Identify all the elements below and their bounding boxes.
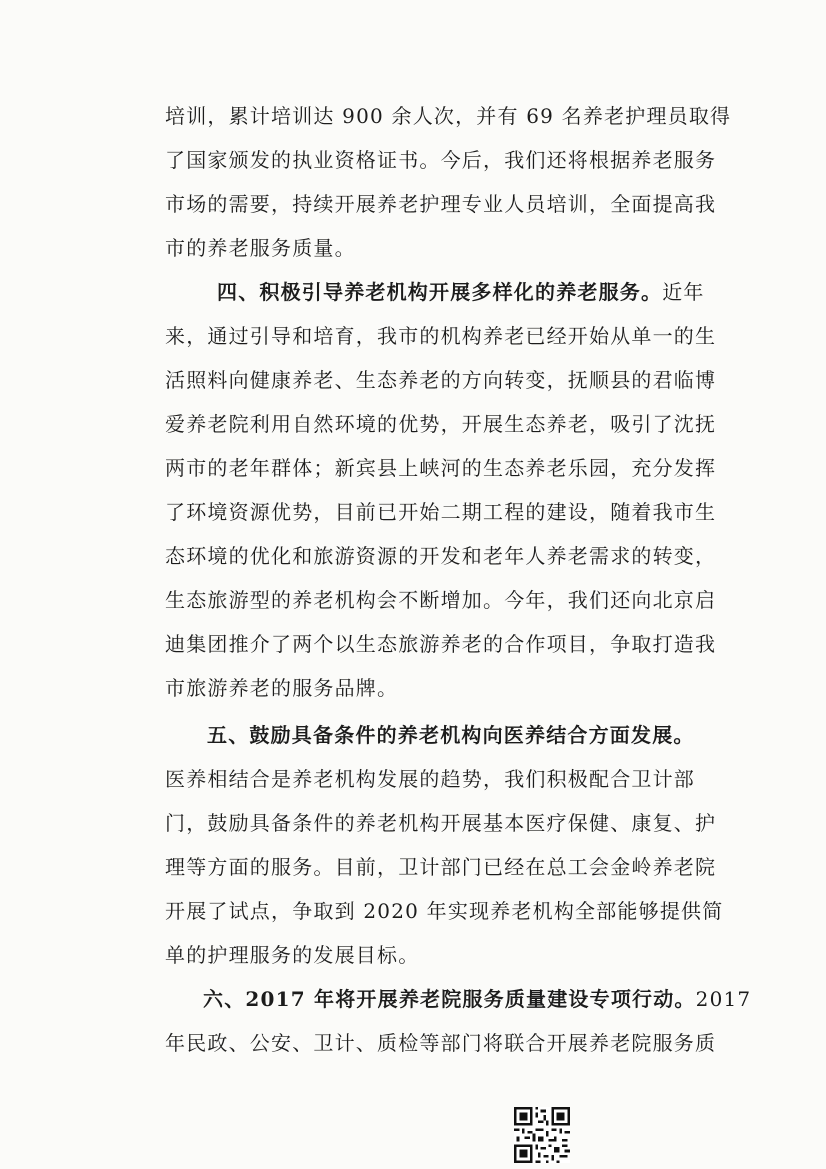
text-line: 市的养老服务质量。 — [165, 236, 356, 260]
text-line: 两市的老年群体；新宾县上峡河的生态养老乐园，充分发挥 — [165, 456, 717, 480]
text-line: 年民政、公安、卫计、质检等部门将联合开展养老院服务质 — [165, 1031, 717, 1055]
text-line: 门，鼓励具备条件的养老机构开展基本医疗保健、康复、护 — [165, 811, 717, 835]
heading-line — [217, 271, 705, 313]
text-line: 迪集团推介了两个以生态旅游养老的合作项目，争取打造我 — [165, 632, 717, 656]
text-line: 活照料向健康养老、生态养老的方向转变，抚顺县的君临博 — [165, 368, 717, 392]
section-heading-5: 五、鼓励具备条件的养老机构向医养结合方面发展。 — [207, 723, 695, 747]
text-line: 生态旅游型的养老机构会不断增加。今年，我们还向北京启 — [165, 588, 717, 612]
text-line: 了国家颁发的执业资格证书。今后，我们还将根据养老服务 — [165, 148, 717, 172]
heading-line — [203, 978, 752, 1020]
text-line: 开展了试点，争取到 2020 年实现养老机构全部能够提供简 — [165, 899, 724, 923]
text-line: 单的护理服务的发展目标。 — [165, 943, 420, 967]
text-line: 态环境的优化和旅游资源的开发和老年人养老需求的转变， — [165, 544, 717, 568]
section-heading-4: 四、积极引导养老机构开展多样化的养老服务。 — [217, 280, 663, 304]
qr-code-icon — [514, 1107, 570, 1163]
text-line: 理等方面的服务。目前，卫计部门已经在总工会金岭养老院 — [165, 855, 717, 879]
section-heading-6: 六、2017 年将开展养老院服务质量建设专项行动。 — [203, 987, 696, 1011]
text-line: 市旅游养老的服务品牌。 — [165, 676, 399, 700]
text-line: 市场的需要，持续开展养老护理专业人员培训，全面提高我 — [165, 192, 717, 216]
text-line: 培训，累计培训达 900 余人次，并有 69 名养老护理员取得 — [165, 104, 732, 128]
text-fragment: 近年 — [662, 280, 705, 304]
text-fragment: 2017 — [695, 987, 752, 1011]
text-line: 了环境资源优势，目前已开始二期工程的建设，随着我市生 — [165, 500, 717, 524]
text-line: 爱养老院利用自然环境的优势，开展生态养老，吸引了沈抚 — [165, 412, 717, 436]
text-line: 来，通过引导和培育，我市的机构养老已经开始从单一的生 — [165, 324, 717, 348]
text-line: 医养相结合是养老机构发展的趋势，我们积极配合卫计部 — [165, 767, 695, 791]
